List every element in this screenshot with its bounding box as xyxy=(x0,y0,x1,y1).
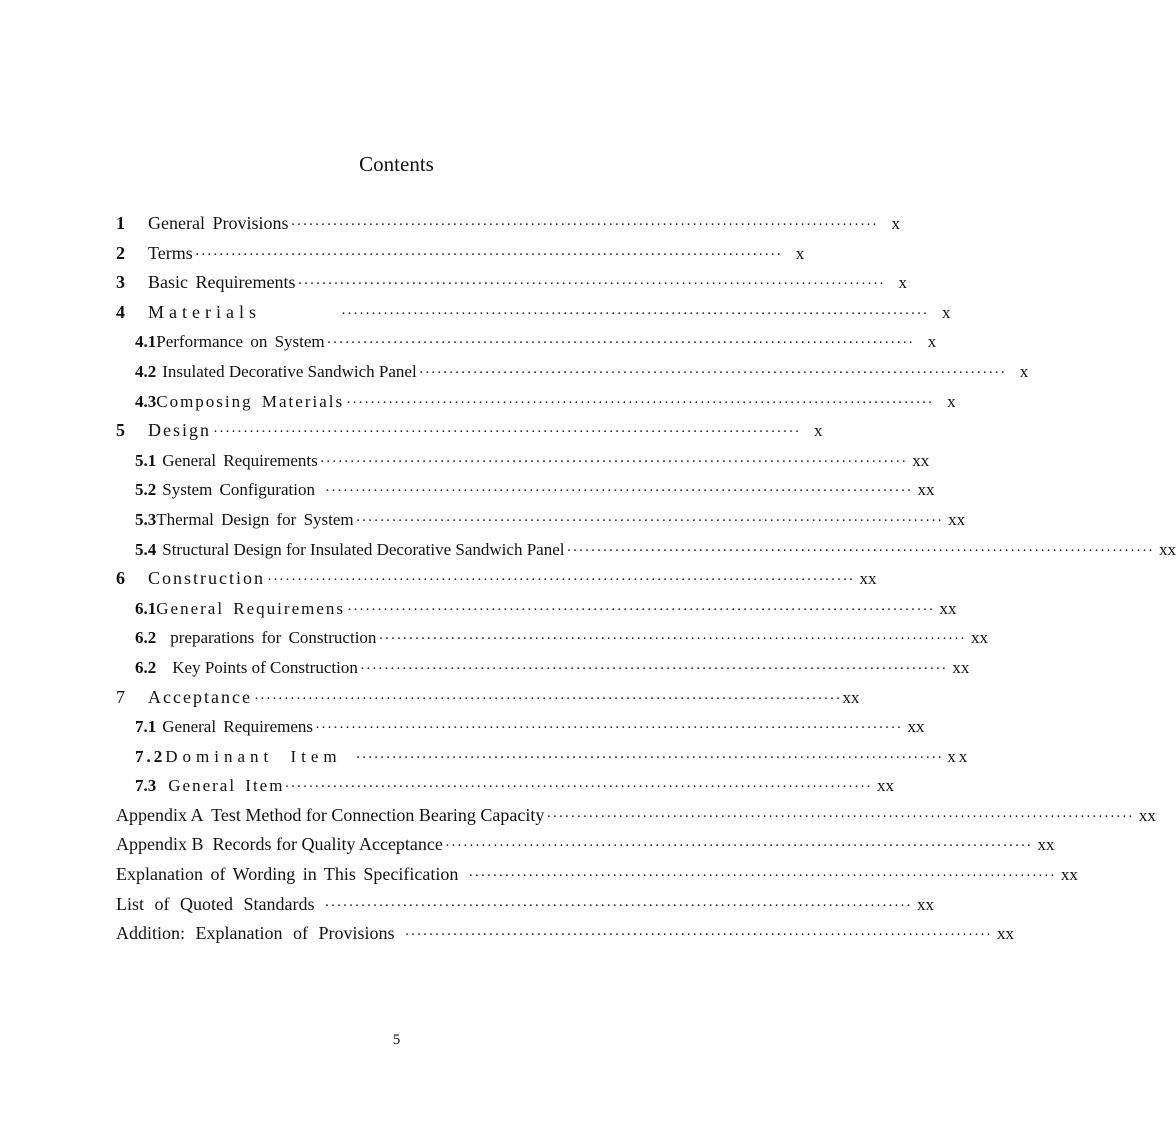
toc-entry-title: Explanation of Wording in This Specification xyxy=(116,864,459,885)
toc-entry[interactable] xyxy=(116,535,1176,565)
toc-dot-leader xyxy=(254,685,842,715)
toc-entry[interactable] xyxy=(116,505,966,535)
toc-entry[interactable] xyxy=(116,742,971,772)
toc-entry-title: General Provisions xyxy=(148,213,289,233)
toc-entry-title: Key Points of Construction xyxy=(172,657,358,677)
toc-entry[interactable] xyxy=(116,268,907,298)
toc-entry-page: xx xyxy=(1138,805,1156,825)
toc-entry-title: Acceptance xyxy=(148,686,252,707)
toc-entry-title: Design xyxy=(148,420,211,441)
toc-entry-number: 7.2 xyxy=(135,746,166,766)
toc-entry-page: xx xyxy=(947,746,971,766)
toc-entry-title: preparations for Construction xyxy=(170,628,377,648)
toc-entry[interactable] xyxy=(116,327,937,357)
toc-entry[interactable] xyxy=(116,298,951,328)
toc-dot-leader xyxy=(546,803,1134,833)
toc-dot-leader xyxy=(324,892,912,922)
toc-entry-title: General Requiremens xyxy=(162,717,313,737)
toc-entry-page: xx xyxy=(842,687,860,707)
toc-entry-title: Thermal Design for System xyxy=(156,509,354,529)
toc-entry-page: xx xyxy=(917,480,935,500)
toc-dot-leader xyxy=(325,477,913,507)
toc-entry-number: 6.1 xyxy=(135,598,157,618)
toc-dot-leader xyxy=(346,389,934,419)
toc-entry-page: x xyxy=(898,273,907,293)
toc-dot-leader xyxy=(341,300,929,330)
toc-entry-number: 4.3 xyxy=(135,391,157,411)
toc-entry-number: 4.1 xyxy=(135,332,157,352)
toc-dot-leader xyxy=(419,359,1007,389)
toc-entry-title: Basic Requirements xyxy=(148,272,296,293)
toc-entry[interactable] xyxy=(116,830,1055,860)
toc-entry[interactable] xyxy=(116,564,877,594)
toc-entry[interactable] xyxy=(116,860,1078,890)
toc-entry-page: xx xyxy=(939,598,957,618)
toc-entry-number: 6.2 xyxy=(135,628,157,648)
page-number: 5 xyxy=(392,1032,401,1048)
toc-entry-title: Structural Design for Insulated Decorative Sandwich Panel xyxy=(162,539,565,559)
toc-entry-page: xx xyxy=(1060,865,1078,885)
toc-entry-page: xx xyxy=(948,509,966,529)
toc-entry-title: Materials xyxy=(148,301,261,322)
toc-entry-title: General Item xyxy=(168,776,285,796)
toc-dot-leader xyxy=(267,566,855,596)
toc-entry-number: 7.3 xyxy=(135,776,157,796)
toc-entry-page: xx xyxy=(917,894,935,914)
toc-entry-page: x xyxy=(795,243,805,263)
toc-dot-leader xyxy=(327,329,915,359)
toc-entry[interactable] xyxy=(116,209,901,239)
toc-entry-number: 5.4 xyxy=(135,539,157,559)
toc-entry-page: x xyxy=(927,332,937,352)
toc-dot-leader xyxy=(297,270,885,300)
toc-entry-number: 4 xyxy=(116,301,125,322)
toc-entry-title: General Requirements xyxy=(162,450,318,470)
toc-entry-title: Dominant Item xyxy=(165,746,342,766)
table-of-contents xyxy=(116,209,1176,949)
toc-entry[interactable] xyxy=(116,623,988,653)
toc-entry-number: 3 xyxy=(116,272,125,293)
toc-dot-leader xyxy=(284,773,872,803)
toc-entry[interactable] xyxy=(116,416,823,446)
toc-entry-title: Composing Materials xyxy=(156,391,345,411)
toc-entry-number: 5.2 xyxy=(135,480,157,500)
toc-entry-page: xx xyxy=(970,628,988,648)
toc-entry-title: System Configuration xyxy=(162,480,315,500)
toc-entry-title: Appendix B Records for Quality Acceptance xyxy=(116,834,443,855)
toc-entry-title: Addition: Explanation of Provisions xyxy=(116,923,395,944)
toc-dot-leader xyxy=(468,862,1056,892)
toc-entry[interactable] xyxy=(116,919,1015,949)
toc-entry[interactable] xyxy=(116,357,1029,387)
toc-entry-page: xx xyxy=(1037,835,1055,855)
toc-entry[interactable] xyxy=(116,239,805,269)
toc-dot-leader xyxy=(320,448,908,478)
toc-entry-page: xx xyxy=(952,657,970,677)
toc-entry-page: xx xyxy=(1159,539,1176,559)
toc-entry-number: 6 xyxy=(116,568,125,589)
toc-entry-number: 4.2 xyxy=(135,361,157,381)
toc-entry-number: 7.1 xyxy=(135,717,157,737)
toc-entry-page: x xyxy=(942,302,951,322)
toc-entry-page: x xyxy=(947,391,956,411)
toc-entry-number: 1 xyxy=(116,213,125,233)
toc-entry[interactable] xyxy=(116,683,860,713)
toc-dot-leader xyxy=(347,596,935,626)
toc-entry-page: xx xyxy=(876,776,894,796)
toc-dot-leader xyxy=(356,744,944,774)
toc-entry[interactable] xyxy=(116,446,930,476)
toc-entry-title: Construction xyxy=(148,568,265,589)
toc-entry-page: xx xyxy=(912,450,930,470)
toc-entry-number: 7 xyxy=(116,686,125,707)
page-title: Contents xyxy=(359,152,434,176)
toc-entry-title: General Requiremens xyxy=(156,598,345,618)
toc-dot-leader xyxy=(405,921,993,951)
toc-entry-title: Insulated Decorative Sandwich Panel xyxy=(162,361,417,381)
toc-dot-leader xyxy=(290,211,878,241)
toc-entry[interactable] xyxy=(116,771,894,801)
toc-dot-leader xyxy=(445,832,1033,862)
toc-entry[interactable] xyxy=(116,475,935,505)
toc-dot-leader xyxy=(566,537,1154,567)
toc-entry[interactable] xyxy=(116,890,935,920)
toc-entry-title: Terms xyxy=(148,242,193,263)
toc-dot-leader xyxy=(356,507,944,537)
toc-entry-number: 5.1 xyxy=(135,450,157,470)
toc-dot-leader xyxy=(360,655,948,685)
toc-entry-number: 5 xyxy=(116,420,125,441)
toc-entry-page: xx xyxy=(859,569,877,589)
toc-entry-title: List of Quoted Standards xyxy=(116,893,315,914)
toc-dot-leader xyxy=(213,418,801,448)
toc-entry[interactable] xyxy=(116,594,957,624)
toc-entry-number: 2 xyxy=(116,242,125,263)
toc-entry-number: 5.3 xyxy=(135,509,157,529)
toc-entry[interactable] xyxy=(116,387,956,417)
toc-entry-title: Appendix A Test Method for Connection Bearing Capacity xyxy=(116,804,545,825)
toc-dot-leader xyxy=(315,714,903,744)
toc-entry[interactable] xyxy=(116,653,970,683)
toc-entry-number: 6.2 xyxy=(135,657,157,677)
toc-entry-title: Performance on System xyxy=(156,332,325,352)
toc-entry[interactable] xyxy=(116,712,925,742)
toc-entry[interactable] xyxy=(116,801,1156,831)
toc-entry-page: x xyxy=(814,421,823,441)
toc-dot-leader xyxy=(378,625,966,655)
toc-entry-page: xx xyxy=(997,924,1015,944)
toc-entry-page: x xyxy=(891,214,901,233)
toc-dot-leader xyxy=(195,241,783,271)
toc-entry-page: x xyxy=(1019,361,1029,381)
toc-entry-page: xx xyxy=(907,717,925,737)
